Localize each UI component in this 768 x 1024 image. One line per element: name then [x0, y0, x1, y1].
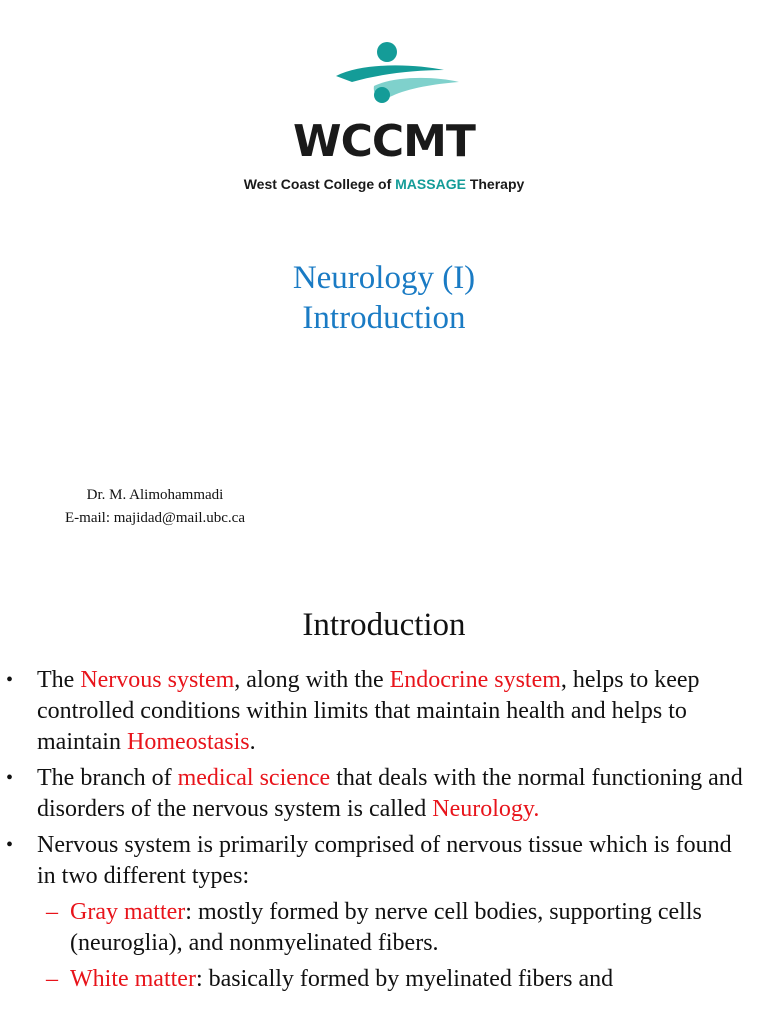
text: The: [37, 667, 81, 693]
text: Nervous system is primarily comprised of nervous tissue which is found in two different types:: [37, 832, 732, 889]
bullet-nervous-system: [0, 665, 768, 758]
presentation-title: [0, 258, 768, 338]
logo-wordmark: WCCMT: [293, 116, 475, 167]
highlight: Neurology.: [432, 796, 540, 822]
dash-icon: –: [46, 899, 58, 925]
tagline-pre: West Coast College of: [243, 176, 396, 192]
tagline-accent: MASSAGE: [395, 176, 466, 192]
text: : basically formed by myelinated fibers and: [195, 966, 614, 992]
author-email: E-mail: majidad@mail.ubc.ca: [65, 510, 245, 526]
sub-bullet-gray-matter: [0, 897, 768, 959]
highlight: medical science: [177, 765, 331, 791]
text: , helps to keep controlled conditions within limits that maintain health and helps to maintain: [37, 667, 700, 755]
title-line-1: Neurology (I): [292, 260, 476, 296]
bullet-dot-icon: •: [6, 669, 14, 691]
bullet-neurology: [0, 763, 768, 825]
title-line-2: Introduction: [302, 300, 466, 336]
sub-bullet-white-matter: [0, 964, 768, 995]
author-block: [0, 484, 310, 530]
highlight: Homeostasis: [126, 729, 250, 755]
wccmt-figure-logo-icon: [284, 38, 484, 118]
dash-icon: –: [46, 966, 58, 992]
author-name: Dr. M. Alimohammadi: [86, 487, 224, 503]
bullet-dot-icon: •: [6, 834, 14, 856]
highlight: White matter: [70, 966, 196, 992]
text: : mostly formed by nerve cell bodies, supporting cells (neuroglia), and nonmyelinated fibers.: [70, 899, 702, 956]
slide-heading: Introduction: [302, 607, 466, 643]
college-tagline: [0, 176, 768, 192]
text: The branch of: [37, 765, 178, 791]
bullet-nervous-tissue: [0, 830, 768, 892]
text: , along with the: [234, 667, 390, 693]
intro-slide: [0, 575, 768, 1024]
college-logo: [0, 38, 768, 118]
tagline-post: Therapy: [465, 176, 525, 192]
highlight: Gray matter: [70, 899, 186, 925]
bullet-dot-icon: •: [6, 767, 14, 789]
highlight: Nervous system: [80, 667, 235, 693]
text: .: [249, 729, 256, 755]
text: that deals with the normal functioning and disorders of the nervous system is called: [37, 765, 743, 822]
highlight: Endocrine system: [389, 667, 561, 693]
bullet-list: [0, 665, 768, 1000]
